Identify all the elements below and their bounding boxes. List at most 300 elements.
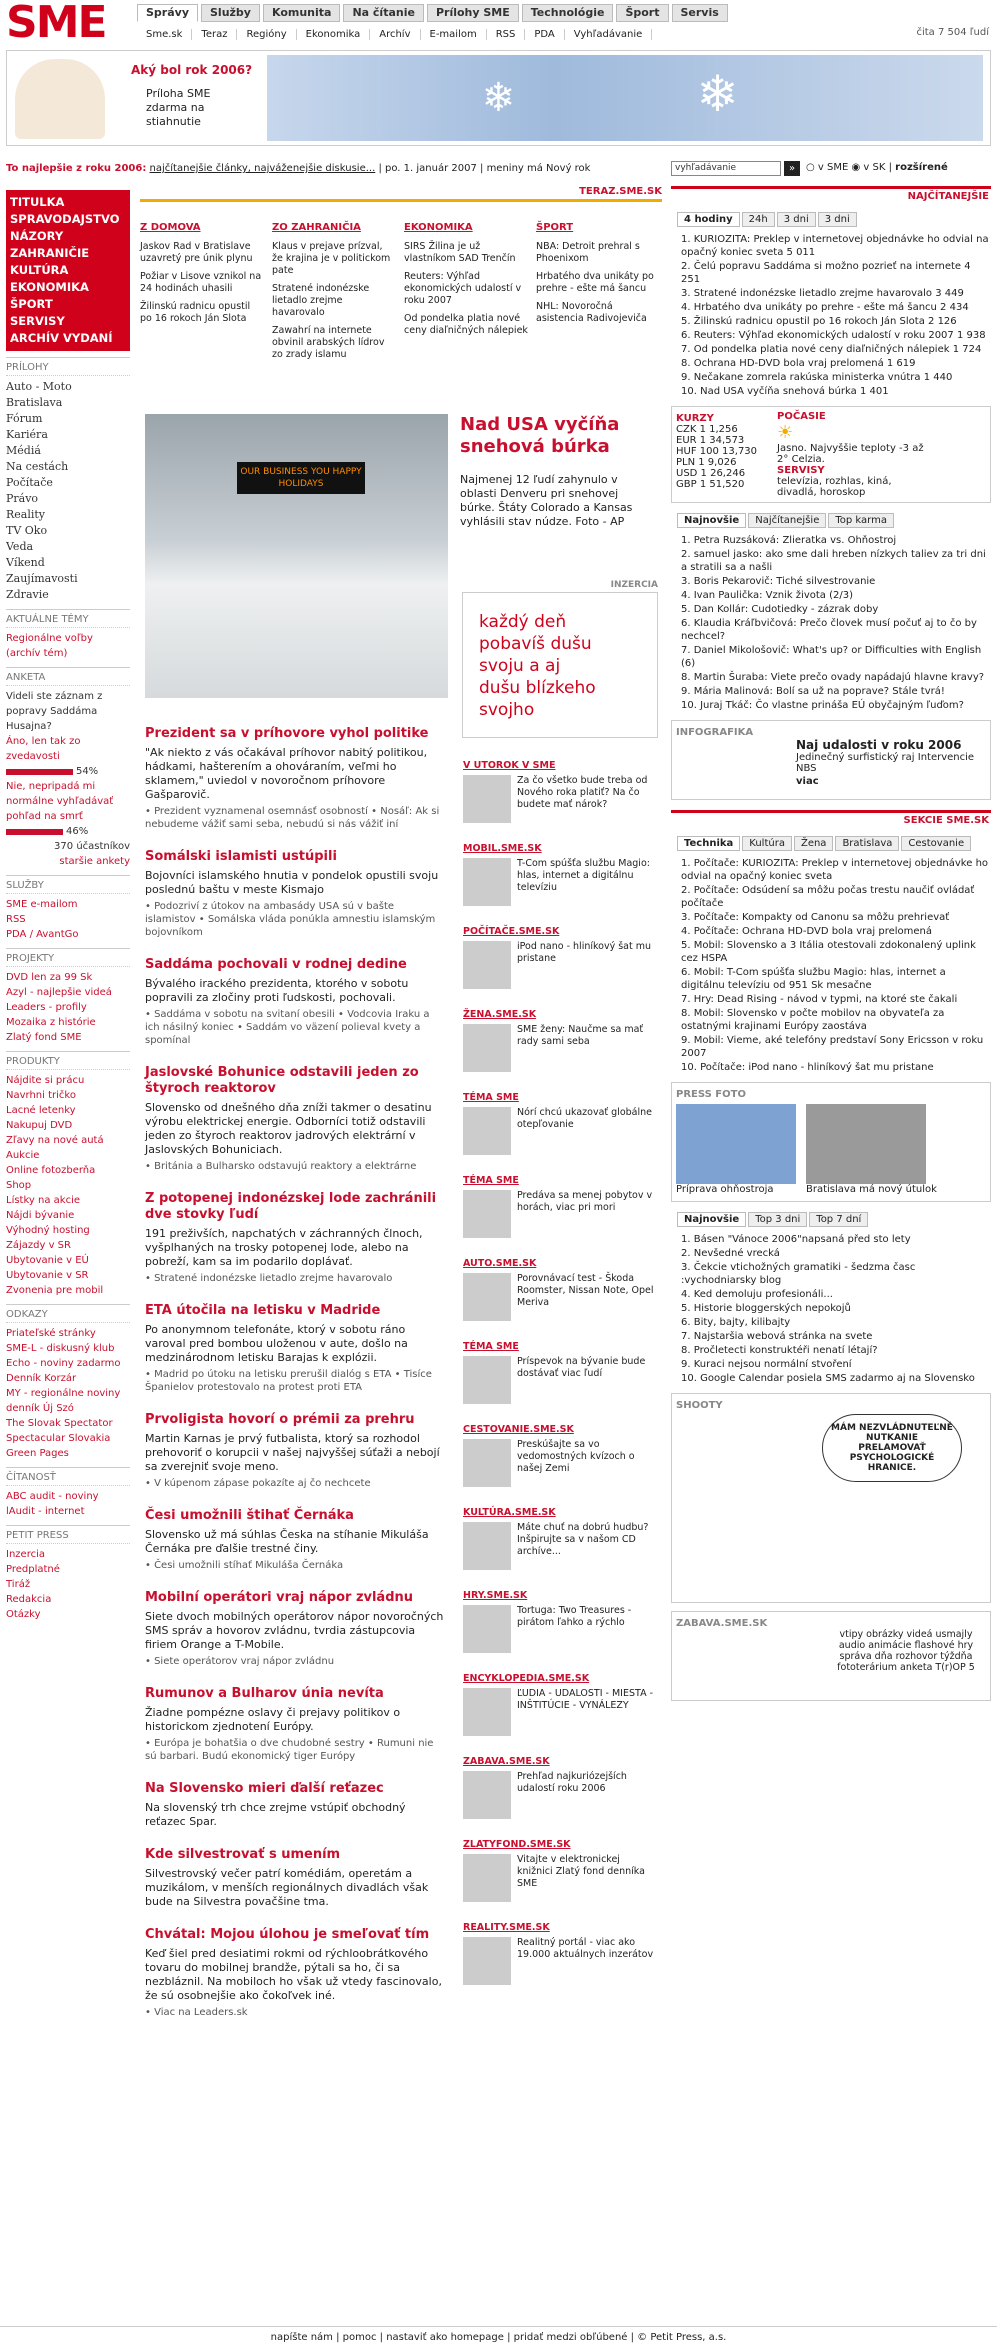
article-related[interactable]: • Madrid po útoku na letisku prerušil dialóg s ETA • Tisíce Španielov protestovalo na protest proti ETA xyxy=(145,1369,432,1393)
list-item[interactable]: 8. Martin Šuraba: Viete prečo ovady napádajú hlavne kravy? xyxy=(681,672,985,683)
rail-text[interactable]: Prehľad najkuriózejších udalostí roku 2006 xyxy=(517,1771,627,1794)
rail-thumb[interactable] xyxy=(463,1522,511,1570)
search-options: ○ v SME ◉ v SK | rozšírené xyxy=(806,162,948,173)
list-item[interactable]: 2. Nevšedné vrecká xyxy=(681,1248,780,1259)
list-item[interactable]: 2. Čelú popravu Saddáma si možno pozrieť na internete 4 251 xyxy=(681,261,971,285)
rail-thumb[interactable] xyxy=(463,1024,511,1072)
inzercia-label: INZERCIA xyxy=(610,580,658,590)
sluzby-item[interactable]: RSS xyxy=(6,914,26,925)
naj-list xyxy=(671,233,991,398)
projekty-item[interactable]: Azyl - najlepšie videá xyxy=(6,987,112,998)
prilohy-item[interactable]: Auto - Moto xyxy=(6,380,72,393)
produkty-box xyxy=(6,1051,130,1298)
produkty-item[interactable]: Zvonenia pre mobil xyxy=(6,1285,104,1296)
quick-item[interactable]: Hrbatého dva unikáty po prehre - ešte má šancu xyxy=(536,271,654,294)
zabava-links[interactable]: vtipy obrázky videá usmajly audio animácie flashové hry správa dňa rozhovor týždňa fototerárium anketa T(r)OP 5 xyxy=(837,1629,975,1673)
rail-text[interactable]: Predáva sa menej pobytov v horách, viac pri mori xyxy=(517,1190,653,1213)
anketa-box xyxy=(6,667,130,869)
tab-komunita[interactable]: Komunita xyxy=(263,4,340,22)
article xyxy=(145,1065,445,1173)
subnav-email[interactable]: E-mailom xyxy=(421,29,487,40)
list-item[interactable]: 10. Nad USA vyčíňa snehová búrka 1 401 xyxy=(681,386,889,397)
rail-head[interactable]: KULTÚRA.SME.SK xyxy=(463,1507,556,1518)
subnav-sme[interactable]: Sme.sk xyxy=(137,29,192,40)
promo[interactable] xyxy=(11,55,261,141)
servisy-title: SERVISY xyxy=(777,465,825,476)
articles xyxy=(145,726,445,2037)
article-related[interactable]: • Stratené indonézske lietadlo zrejme havarovalo xyxy=(145,1273,393,1284)
rail-row xyxy=(463,1439,658,1487)
odkazy-item[interactable]: Spectacular Slovakia xyxy=(6,1433,111,1444)
projekty-item[interactable]: Leaders - profily xyxy=(6,1002,87,1013)
subnav-archiv[interactable]: Archív xyxy=(370,29,420,40)
article-related[interactable]: • Česi umožnili stíhať Mikuláša Černáka xyxy=(145,1560,344,1571)
produkty-item[interactable]: Zájazdy v SR xyxy=(6,1240,71,1251)
rail-block xyxy=(463,760,658,823)
list-item[interactable]: 6. Bity, bajty, kilibajty xyxy=(681,1317,791,1328)
prilohy-item[interactable]: Právo xyxy=(6,492,39,505)
list-item[interactable]: 2. Počítače: Odsúdení sa môžu počas trestu naučiť ovládať počítače xyxy=(681,885,975,909)
rail-thumb[interactable] xyxy=(463,1771,511,1819)
list-item[interactable]: 3. Čekcie vtichožných gramatiki - šedzma časc :vychodniarsky blog xyxy=(681,1262,916,1286)
rail-block xyxy=(463,1922,658,1985)
promo-title[interactable]: Aký bol rok 2006? xyxy=(131,63,253,77)
rail-text[interactable]: Tortuga: Two Treasures - pirátom ľahko a rýchlo xyxy=(517,1605,632,1628)
kurz-row: EUR 1 34,573 xyxy=(676,435,745,446)
info-headline[interactable]: Naj udalosti v roku 2006 xyxy=(796,738,962,752)
prilohy-item[interactable]: Zdravie xyxy=(6,588,49,601)
rail-head[interactable]: MOBIL.SME.SK xyxy=(463,843,542,854)
list-item[interactable]: 8. Mobil: Slovensko v počte mobilov na obyvateľa za ostatnými krajinami Európy zaostáva xyxy=(681,1008,945,1032)
petit-title: PETIT PRESS xyxy=(6,1530,130,1544)
rail-text[interactable]: Vitajte v elektronickej knižnici Zlatý fond denníka SME xyxy=(517,1854,645,1889)
kurz-row: CZK 1 1,256 xyxy=(676,424,738,435)
rail-head[interactable]: ZLATYFOND.SME.SK xyxy=(463,1839,571,1850)
prilohy-item[interactable]: Počítače xyxy=(6,476,53,489)
subnav-teraz[interactable]: Teraz xyxy=(192,29,237,40)
odkazy-item[interactable]: Echo - noviny zadarmo xyxy=(6,1358,121,1369)
list-item[interactable]: 1. Básen "Vánoce 2006"napsaná před sto lety xyxy=(681,1234,911,1245)
quick-item[interactable]: Zawahrí na internete obvinil arabských lídrov zo zrady islamu xyxy=(272,325,385,360)
list-item[interactable]: 7. Najstaršia webová stránka na svete xyxy=(681,1331,873,1342)
tab-0[interactable]: Technika xyxy=(677,836,740,851)
rail-thumb[interactable] xyxy=(463,1854,511,1902)
produkty-item[interactable]: Navrhni tričko xyxy=(6,1090,76,1101)
list-item[interactable]: 10. Juraj Tkáč: Čo vlastne prináša EÚ obyčajným ľuďom? xyxy=(681,700,964,711)
rail-head[interactable]: ENCYKLOPEDIA.SME.SK xyxy=(463,1673,590,1684)
rail-text[interactable]: SME ženy: Naučme sa mať rady sami seba xyxy=(517,1024,644,1047)
kurz-row: USD 1 26,246 xyxy=(676,468,746,479)
prilohy-item[interactable]: Médiá xyxy=(6,444,41,457)
rail-head[interactable]: ZABAVA.SME.SK xyxy=(463,1756,550,1767)
rail-thumb[interactable] xyxy=(463,1688,511,1736)
search-input[interactable]: vyhľadávanie xyxy=(671,161,781,176)
tab-2[interactable]: Žena xyxy=(794,836,833,851)
ad-box[interactable] xyxy=(462,592,658,738)
anketa-bar-1 xyxy=(6,764,130,779)
list-item[interactable]: 5. Žilinskú radnicu opustil po 16 rokoch Ján Slota 2 126 xyxy=(681,316,957,327)
tab-na-citanie[interactable]: Na čítanie xyxy=(343,4,424,22)
quick-item[interactable]: Požiar v Lisove vznikol na 24 hodinách uhasili xyxy=(140,271,262,294)
petit-item[interactable]: Redakcia xyxy=(6,1594,52,1605)
list-item[interactable]: 9. Mobil: Vieme, aké telefóny predstaví Sony Ericsson v roku 2007 xyxy=(681,1035,984,1059)
rail-row xyxy=(463,1356,658,1404)
rail-text[interactable]: T-Com spúšťa službu Magio: hlas, internet a digitálnu televíziu xyxy=(517,858,650,893)
tab-servis[interactable]: Servis xyxy=(672,4,728,22)
produkty-item[interactable]: Výhodný hosting xyxy=(6,1225,90,1236)
quick-head[interactable]: ZO ZAHRANIČIA xyxy=(272,222,361,233)
rail-head[interactable]: ŽENA.SME.SK xyxy=(463,1009,537,1020)
rail-thumb[interactable] xyxy=(463,1273,511,1321)
list-item[interactable]: 5. Dan Kollár: Cudotiedky - zázrak doby xyxy=(681,604,879,615)
list-item[interactable]: 4. Počítače: Ochrana HD-DVD bola vraj prelomená xyxy=(681,926,933,937)
anketa-title: ANKETA xyxy=(6,672,130,686)
list-item[interactable]: 5. Historie bloggerských nepokojů xyxy=(681,1303,851,1314)
tab-sluzby[interactable]: Služby xyxy=(201,4,260,22)
subnav-regiony[interactable]: Regióny xyxy=(237,29,296,40)
rail-thumb[interactable] xyxy=(463,1356,511,1404)
produkty-item[interactable]: Nájdite si prácu xyxy=(6,1075,85,1086)
petit-item[interactable]: Otázky xyxy=(6,1609,41,1620)
kurzy-box xyxy=(671,406,991,503)
rail-thumb[interactable] xyxy=(463,1107,511,1155)
list-item[interactable]: 3. Boris Pekarovič: Tiché silvestrovanie xyxy=(681,576,876,587)
shooty-title: SHOOTY xyxy=(676,1400,723,1411)
list-item[interactable]: 7. Daniel Mikološovič: What's up? or Difficulties with English (6) xyxy=(681,645,982,669)
list-item[interactable]: 3. Stratené indonézske lietadlo zrejme havarovalo 3 449 xyxy=(681,288,964,299)
produkty-item[interactable]: Lacné letenky xyxy=(6,1105,76,1116)
main-nav-item[interactable]: KULTÚRA xyxy=(10,263,69,277)
quick-item[interactable]: Stratené indonézske lietadlo zrejme havarovalo xyxy=(272,283,370,318)
sluzby-item[interactable]: PDA / AvantGo xyxy=(6,929,79,940)
article-title[interactable]: Z potopenej indonézskej lode zachránili dve stovky ľudí xyxy=(145,1191,437,1222)
main-nav-item[interactable]: ŠPORT xyxy=(10,297,53,311)
list-item[interactable]: 4. Ivan Paulička: Vznik života (2/3) xyxy=(681,590,853,601)
tab-0[interactable]: Najnovšie xyxy=(677,1212,746,1227)
main-nav-item[interactable]: SERVISY xyxy=(10,314,65,328)
press-title: PRESS FOTO xyxy=(676,1089,746,1100)
quick-item[interactable]: NBA: Detroit prehral s Phoenixom xyxy=(536,241,640,264)
produkty-item[interactable]: Aukcie xyxy=(6,1150,40,1161)
produkty-title: PRODUKTY xyxy=(6,1056,130,1070)
projekty-item[interactable]: Mozaika z histórie xyxy=(6,1017,96,1028)
article-perex: Žiadne pompézne oslavy či prejavy politikov o historickom zjednotení Európy. xyxy=(145,1706,401,1733)
tab-3[interactable]: Bratislava xyxy=(835,836,899,851)
prilohy-item[interactable]: Víkend xyxy=(6,556,45,569)
article-title[interactable]: Na Slovensko mieri ďalší reťazec xyxy=(145,1781,384,1796)
rail-text[interactable]: Za čo všetko bude treba od Nového roka platiť? Na čo budete mať nárok? xyxy=(517,775,648,810)
list-item[interactable]: 8. Ochrana HD-DVD bola vraj prelomená 1 619 xyxy=(681,358,916,369)
prilohy-item[interactable]: Na cestách xyxy=(6,460,69,473)
quick-col xyxy=(140,222,264,367)
quick-item[interactable]: Žilinskú radnicu opustil po 16 rokoch Ján Slota xyxy=(140,301,251,324)
article xyxy=(145,849,445,939)
rail-head[interactable]: POČÍTAČE.SME.SK xyxy=(463,926,560,937)
article xyxy=(145,726,445,831)
rail-thumb[interactable] xyxy=(463,775,511,823)
press-photo-1[interactable] xyxy=(676,1104,796,1184)
search-button[interactable]: » xyxy=(784,161,800,176)
prilohy-item[interactable]: Bratislava xyxy=(6,396,63,409)
anketa-more[interactable]: staršie ankety xyxy=(59,856,130,867)
list-item[interactable]: 7. Hry: Dead Rising - návod v typmi, na ktoré ste čakali xyxy=(681,994,958,1005)
quick-head[interactable]: EKONOMIKA xyxy=(404,222,473,233)
main-nav-item[interactable]: TITULKA xyxy=(10,195,65,209)
article-title[interactable]: Kde silvestrovať s umením xyxy=(145,1847,341,1862)
list-item[interactable]: 5. Mobil: Slovensko a 3 Itália otestovali zdokonalený uplink cez HSPA xyxy=(681,940,976,964)
article xyxy=(145,1303,445,1394)
odkazy-item[interactable]: Priateľské stránky xyxy=(6,1328,96,1339)
list-item[interactable]: 3. Počítače: Kompakty od Canonu sa môžu prehrievať xyxy=(681,912,950,923)
quick-head[interactable]: Z DOMOVA xyxy=(140,222,201,233)
sme-logo[interactable]: SME xyxy=(6,0,106,48)
list-item[interactable]: 4. Ked demoluju profesionáli... xyxy=(681,1289,833,1300)
article-title[interactable]: Prvoligista hovorí o prémii za prehru xyxy=(145,1412,415,1427)
anketa-question: Videli ste záznam z popravy Saddáma Husajna? xyxy=(6,691,103,732)
article-related[interactable]: • Saddáma v sobotu na svitaní obesili • Vodcovia Iraku a ich násilný koniec • Saddám vo väzení polieval kvety a spomínal xyxy=(145,1009,430,1046)
rail-row xyxy=(463,1688,658,1736)
main-nav-item[interactable]: ARCHÍV VYDANÍ xyxy=(10,331,113,345)
prilohy-item[interactable]: Veda xyxy=(6,540,34,553)
sluzby-item[interactable]: SME e-mailom xyxy=(6,899,78,910)
list-item[interactable]: 8. Pročletecti konstruktéři nenatí létají? xyxy=(681,1345,878,1356)
article-related[interactable]: • Podozriví z útokov na ambasády USA sú v bašte islamistov • Somálska vláda ponúkla amnestiu islamským bojovníkom xyxy=(145,901,436,938)
rail-row xyxy=(463,1024,658,1072)
tab-2[interactable]: Top karma xyxy=(828,513,894,528)
tab-0[interactable]: 4 hodiny xyxy=(677,212,740,227)
anketa-answer-1[interactable]: Áno, len tak zo zvedavosti xyxy=(6,736,81,762)
tab-1[interactable]: Najčítanejšie xyxy=(748,513,826,528)
article-title[interactable]: Rumunov a Bulharov únia nevíta xyxy=(145,1686,384,1701)
produkty-item[interactable]: Nakupuj DVD xyxy=(6,1120,73,1131)
rail-head[interactable]: HRY.SME.SK xyxy=(463,1590,528,1601)
blog-list xyxy=(671,534,991,712)
rail-block xyxy=(463,926,658,989)
search-advanced[interactable]: rozšírené xyxy=(895,162,948,173)
anketa-bar-2 xyxy=(6,824,130,839)
produkty-item[interactable]: Lístky na akcie xyxy=(6,1195,81,1206)
footer[interactable]: napíšte nám | pomoc | nastaviť ako homepage | pridať medzi obľúbené | © Petit Press, a.s. xyxy=(0,2326,997,2343)
main-nav-item[interactable]: ZAHRANIČIE xyxy=(10,246,90,260)
list-item[interactable]: 9. Kuraci nejsou normální stvoření xyxy=(681,1359,852,1370)
naj-tabs xyxy=(677,212,991,227)
tab-1[interactable]: Top 3 dni xyxy=(748,1212,807,1227)
list-item[interactable]: 6. Klaudia Kráľbvičová: Prečo človek musí počuť aj to čo by nechcel? xyxy=(681,618,977,642)
petit-item[interactable]: Tiráž xyxy=(6,1579,31,1590)
subnav-rss[interactable]: RSS xyxy=(487,29,526,40)
article-perex: Bojovníci islamského hnutia v pondelok opustili svoju poslednú baštu v meste Kismajo xyxy=(145,869,439,896)
article-title[interactable]: Jaslovské Bohunice odstavili jeden zo štyroch reaktorov xyxy=(145,1065,419,1096)
article-perex: 191 preživších, napchatých v záchranných člnoch, vyšplhaných na trosky potopenej lode, alebo na pobreží, kam sa im podarilo doplávať. xyxy=(145,1227,423,1268)
produkty-item[interactable]: Shop xyxy=(6,1180,32,1191)
list-item[interactable]: 2. samuel jasko: ako sme dali hreben nízkych taliev za tri dni a stratili sa a našli xyxy=(681,549,986,573)
list-item[interactable]: 1. KURIOZITA: Preklep v internetovej objednávke ho odvial na opačný koniec sveta 5 011 xyxy=(681,234,989,258)
list-item[interactable]: 10. Počítače: iPod nano - hliníkový šat mu pristane xyxy=(681,1062,934,1073)
top-line: To najlepšie z roku 2006: najčítanejšie články, najváženejšie diskusie... | po. 1. január 2007 | meniny má Nový rok xyxy=(6,163,591,174)
citanost-title: ČÍTANOSŤ xyxy=(6,1472,130,1486)
odkazy-item[interactable]: Green Pages xyxy=(6,1448,69,1459)
produkty-item[interactable]: Ubytovanie v EÚ xyxy=(6,1255,89,1266)
projekty-item[interactable]: DVD len za 99 Sk xyxy=(6,972,93,983)
list-item[interactable]: 7. Od pondelka platia nové ceny diaľničných nálepiek 1 724 xyxy=(681,344,982,355)
produkty-item[interactable]: Zľavy na nové autá xyxy=(6,1135,104,1146)
subnav-ekonomika[interactable]: Ekonomika xyxy=(297,29,371,40)
quick-item[interactable]: Reuters: Výhľad ekonomických udalostí v roku 2007 xyxy=(404,271,522,306)
subnav-search[interactable]: Vyhľadávanie xyxy=(565,29,653,40)
quick-item[interactable]: NHL: Novoročná asistencia Radivojeviča xyxy=(536,301,647,324)
quick-item[interactable]: SIRS Žilina je už vlastníkom SAD Trenčín xyxy=(404,241,516,264)
banner[interactable] xyxy=(6,50,991,146)
prilohy-box xyxy=(6,357,130,603)
article-related[interactable]: • Viac na Leaders.sk xyxy=(145,2007,248,2018)
rail-thumb[interactable] xyxy=(463,1937,511,1985)
article-title[interactable]: Chvátal: Mojou úlohou je smeľovať tím xyxy=(145,1927,430,1942)
tab-technologie[interactable]: Technológie xyxy=(522,4,614,22)
article-title[interactable]: Somálski islamisti ustúpili xyxy=(145,849,337,864)
list-item[interactable]: 1. Počítače: KURIOZITA: Preklep v internetovej objednávke ho odvial na opačný koniec sveta xyxy=(681,858,989,882)
citanost-item[interactable]: ABC audit - noviny xyxy=(6,1491,99,1502)
list-item[interactable]: 6. Reuters: Výhľad ekonomických udalostí v roku 2007 1 938 xyxy=(681,330,986,341)
rail-block xyxy=(463,843,658,906)
article-related[interactable]: • V kúpenom zápase pokazíte aj čo nechcete xyxy=(145,1478,371,1489)
teraz-label[interactable]: TERAZ.SME.SK xyxy=(140,186,662,202)
servisy-text[interactable]: televízia, rozhlas, kiná, divadlá, horoskop xyxy=(777,476,892,498)
list-item[interactable]: 10. Google Calendar posiela SMS zadarmo aj na Slovensko xyxy=(681,1373,975,1384)
article-title[interactable]: Česi umožnili štihať Černáka xyxy=(145,1508,354,1523)
rail-row xyxy=(463,1273,658,1321)
radio-sme[interactable]: ○ xyxy=(806,162,818,173)
odkazy-box xyxy=(6,1304,130,1461)
ad-text: každý deň pobav​íš dušu svoju a aj dušu blízkeho svojho xyxy=(479,612,596,720)
prilohy-item[interactable]: Fórum xyxy=(6,412,43,425)
list-item[interactable]: 9. Mária Malinová: Bolí sa už na poprave? Stále tvrá! xyxy=(681,686,945,697)
prilohy-item[interactable]: Zaujímavosti xyxy=(6,572,78,585)
article-title[interactable]: ETA útočila na letisku v Madride xyxy=(145,1303,381,1318)
rail-text[interactable]: ĽUDIA - UDALOSTI - MIESTA - INŠTITÚCIE - VYNÁLEZY xyxy=(517,1688,654,1711)
prilohy-item[interactable]: TV Oko xyxy=(6,524,48,537)
anketa-answer-2[interactable]: Nie, nepripadá mi normálne vyhľadávať pohľad na smrť xyxy=(6,781,114,822)
produkty-item[interactable]: Nájdi bývanie xyxy=(6,1210,75,1221)
rail-head[interactable]: REALITY.SME.SK xyxy=(463,1922,550,1933)
rail-row xyxy=(463,1854,658,1902)
rail-text[interactable]: Príspevok na bývanie bude dostávať viac ľudí xyxy=(517,1356,646,1379)
tab-2[interactable]: Top 7 dní xyxy=(809,1212,868,1227)
quick-head[interactable]: ŠPORT xyxy=(536,222,574,233)
rail-block xyxy=(463,1009,658,1072)
subnav-pda[interactable]: PDA xyxy=(525,29,564,40)
article-title[interactable]: Saddáma pochovali v rodnej dedine xyxy=(145,957,407,972)
lead-photo[interactable] xyxy=(145,414,448,698)
article-title[interactable]: Prezident sa v príhovore vyhol politike xyxy=(145,726,429,741)
article-related[interactable]: • Prezident vyznamenal osemnásť osobností • Nosáľ: Ak si nebudeme vážiť sami seba, nebudú si nás vážiť iní xyxy=(145,806,440,830)
list-item[interactable]: 9. Nečakane zomrela rakúska ministerka vnútra 1 440 xyxy=(681,372,953,383)
rail-text[interactable]: Preskúšajte sa vo vedomostných kvízoch o našej Zemi xyxy=(517,1439,635,1474)
produkty-item[interactable]: Ubytovanie v SR xyxy=(6,1270,89,1281)
rail-text[interactable]: Porovnávací test - Škoda Roomster, Nissan Note, Opel Meriva xyxy=(517,1273,654,1308)
rail-head[interactable]: CESTOVANIE.SME.SK xyxy=(463,1424,574,1435)
rail-row xyxy=(463,858,658,906)
odkazy-item[interactable]: The Slovak Spectator xyxy=(6,1418,113,1429)
odkazy-item[interactable]: MY - regionálne noviny xyxy=(6,1388,121,1399)
rail-thumb[interactable] xyxy=(463,858,511,906)
tab-2[interactable]: 3 dni xyxy=(777,212,816,227)
list-item[interactable]: 6. Mobil: T-Com spúšťa službu Magio: hlas, internet a digitálnu televíziu od 951 Sk mesačne xyxy=(681,967,946,991)
article-related[interactable]: • Siete operátorov vraj nápor zvládnu xyxy=(145,1656,335,1667)
rail-block xyxy=(463,1092,658,1155)
odkazy-item[interactable]: Denník Korzár xyxy=(6,1373,77,1384)
rail-head[interactable]: V UTOROK V SME xyxy=(463,760,556,771)
produkty-item[interactable]: Online fotozberňa xyxy=(6,1165,96,1176)
tab-prilohy[interactable]: Prílohy SME xyxy=(427,4,519,22)
quick-item[interactable]: Od pondelka platia nové ceny diaľničných nálepiek xyxy=(404,313,528,336)
tab-spravy[interactable]: Správy xyxy=(137,4,198,22)
list-item[interactable]: 1. Petra Ruzsáková: Zlieratka vs. Ohňostroj xyxy=(681,535,897,546)
petit-item[interactable]: Inzercia xyxy=(6,1549,45,1560)
rail-head[interactable]: AUTO.SME.SK xyxy=(463,1258,537,1269)
main-nav-item[interactable]: NÁZORY xyxy=(10,229,64,243)
tab-4[interactable]: Cestovanie xyxy=(901,836,971,851)
article-related[interactable]: • Británia a Bulharsko odstavujú reaktory a elektrárne xyxy=(145,1161,417,1172)
prilohy-item[interactable]: Reality xyxy=(6,508,46,521)
tab-1[interactable]: 24h xyxy=(742,212,775,227)
odkazy-item[interactable]: SME-L - diskusný klub xyxy=(6,1343,115,1354)
projekty-item[interactable]: Zlatý fond SME xyxy=(6,1032,82,1043)
lead-sign: OUR BUSINESS YOU HAPPY HOLIDAYS xyxy=(237,462,365,494)
rail-text[interactable]: Máte chuť na dobrú hudbu? Inšpirujte sa v našom CD archíve... xyxy=(517,1522,649,1557)
quick-item[interactable]: Jaskov Rad v Bratislave uzavretý pre únik plynu xyxy=(140,241,253,264)
radio-sk[interactable]: ◉ xyxy=(851,162,864,173)
article-title[interactable]: Mobilní operátori vraj nápor zvládnu xyxy=(145,1590,414,1605)
rail-row xyxy=(463,775,658,823)
main-nav-item[interactable]: EKONOMIKA xyxy=(10,280,89,294)
tab-0[interactable]: Najnovšie xyxy=(677,513,746,528)
main-nav-item[interactable]: SPRAVODAJSTVO xyxy=(10,212,120,226)
blog-tabs xyxy=(677,513,991,528)
article xyxy=(145,957,445,1047)
quick-item[interactable]: Klaus v prejave prízval, že krajina je v politickom pate xyxy=(272,241,391,276)
rail-head[interactable]: TÉMA SME xyxy=(463,1092,519,1103)
projekty-box xyxy=(6,948,130,1045)
list-item[interactable]: 4. Hrbatého dva unikáty po prehre - ešte má šancu 2 434 xyxy=(681,302,969,313)
rail-row xyxy=(463,1937,658,1985)
topline-links[interactable]: najčítanejšie články, najváženejšie diskusie... xyxy=(149,163,376,174)
rail-thumb[interactable] xyxy=(463,941,511,989)
citanost-item[interactable]: lAudit - internet xyxy=(6,1506,85,1517)
tab-sport[interactable]: Šport xyxy=(616,4,668,22)
header xyxy=(0,0,997,52)
lead-title[interactable]: Nad USA vyčíňa snehová búrka xyxy=(460,414,620,457)
main-tabs xyxy=(137,4,728,22)
aktualne-link[interactable]: Regionálne voľby (archív tém) xyxy=(6,633,93,659)
rail-head[interactable]: TÉMA SME xyxy=(463,1175,519,1186)
odkazy-item[interactable]: denník Új Szó xyxy=(6,1403,74,1414)
press-photo-2[interactable] xyxy=(806,1104,926,1184)
tab-3[interactable]: 3 dni xyxy=(818,212,857,227)
petit-item[interactable]: Predplatné xyxy=(6,1564,60,1575)
info-more[interactable]: viac xyxy=(796,776,819,787)
rail-text[interactable]: Realitný portál - viac ako 19.000 aktuálnych inzerátov xyxy=(517,1937,654,1960)
rail-text[interactable]: iPod nano - hliníkový šat mu pristane xyxy=(517,941,652,964)
rail-thumb[interactable] xyxy=(463,1190,511,1238)
rail-thumb[interactable] xyxy=(463,1605,511,1653)
main-sections xyxy=(6,190,130,351)
rail-thumb[interactable] xyxy=(463,1439,511,1487)
article-related[interactable]: • Európa je bohatšia o dve chudobné sestry • Rumuni nie sú barbari. Budú ekonomický tiger Európy xyxy=(145,1738,434,1762)
tab-1[interactable]: Kultúra xyxy=(742,836,792,851)
rail-text[interactable]: Nórí chcú ukazovať globálne otepľovanie xyxy=(517,1107,652,1130)
prilohy-item[interactable]: Kariéra xyxy=(6,428,48,441)
rail-head[interactable]: TÉMA SME xyxy=(463,1341,519,1352)
